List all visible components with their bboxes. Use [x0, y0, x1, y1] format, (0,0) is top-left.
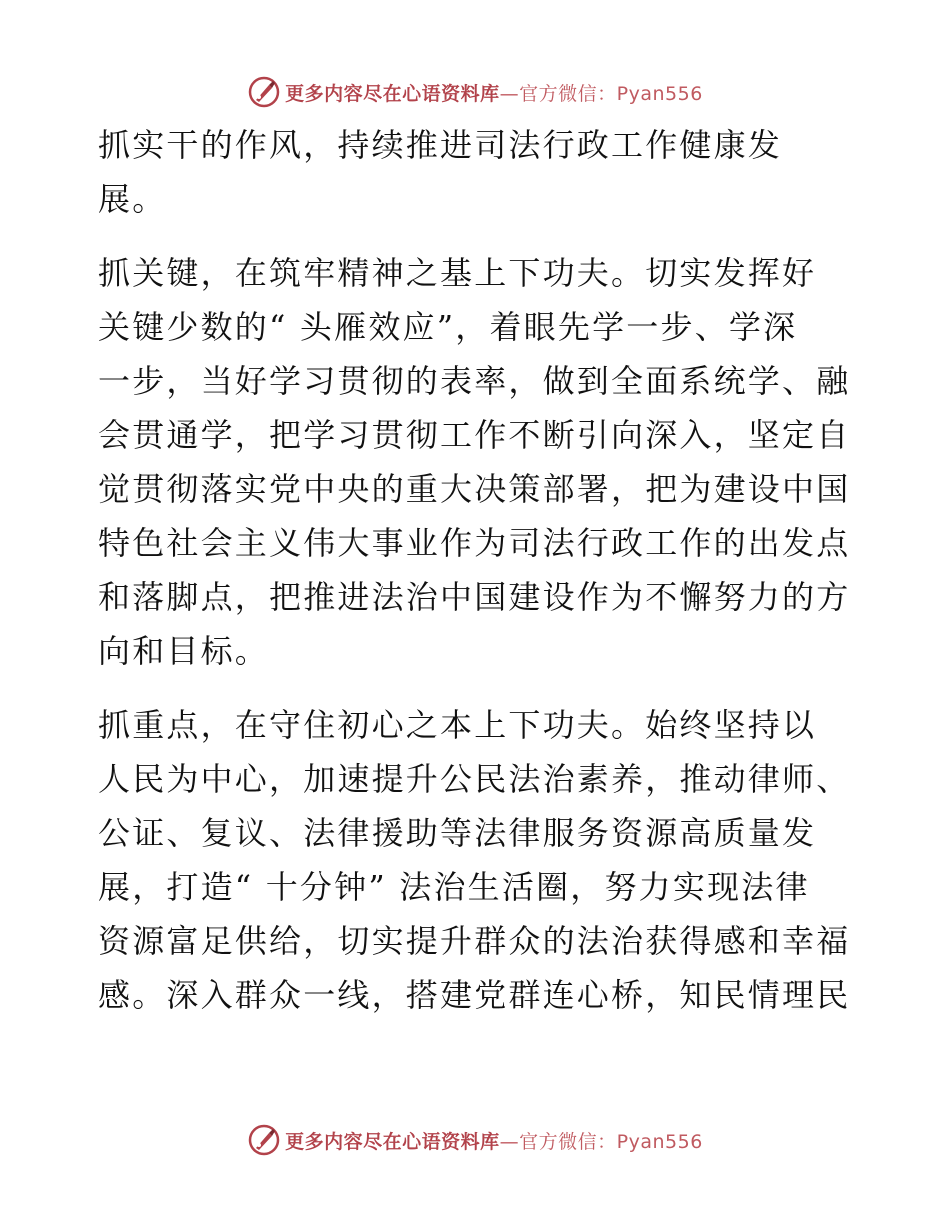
text-line: 抓实干的作风，持续推进司法行政工作健康发	[98, 126, 783, 164]
text-line: 和落脚点，把推进法治中国建设作为不懈努力的方	[98, 578, 851, 616]
text-line: 关键少数的“ 头雁效应”，着眼先学一步、学深	[98, 308, 798, 346]
paragraph-2	[98, 246, 850, 678]
text-line: 抓关键，在筑牢精神之基上下功夫。切实发挥好	[98, 254, 817, 292]
footer-watermark	[0, 1120, 950, 1160]
watermark-text: 更多内容尽在心语资料库—官方微信：Pyan556	[285, 82, 703, 105]
text-line: 公证、复议、法律援助等法律服务资源高质量发	[98, 814, 817, 852]
text-line: 觉贯彻落实党中央的重大决策部署，把为建设中国	[98, 470, 851, 508]
text-line: 人民为中心，加速提升公民法治素养，推动律师、	[98, 760, 851, 798]
watermark-text: 更多内容尽在心语资料库—官方微信：Pyan556	[285, 1130, 703, 1153]
paragraph-3	[98, 698, 850, 1022]
paragraph-1	[98, 118, 850, 226]
text-line: 向和目标。	[98, 632, 270, 670]
pen-logo-icon	[247, 75, 281, 109]
text-line: 展。	[98, 180, 167, 218]
text-line: 感。深入群众一线，搭建党群连心桥，知民情理民	[98, 976, 851, 1014]
header-watermark	[0, 72, 950, 112]
text-line: 展，打造“ 十分钟” 法治生活圈，努力实现法律	[98, 868, 810, 906]
document-body	[98, 118, 850, 1042]
text-line: 资源富足供给，切实提升群众的法治获得感和幸福	[98, 922, 851, 960]
text-line: 特色社会主义伟大事业作为司法行政工作的出发点	[98, 524, 851, 562]
text-line: 会贯通学，把学习贯彻工作不断引向深入，坚定自	[98, 416, 851, 454]
pen-logo-icon	[247, 1123, 281, 1157]
text-line: 抓重点，在守住初心之本上下功夫。始终坚持以	[98, 706, 817, 744]
text-line: 一步，当好学习贯彻的表率，做到全面系统学、融	[98, 362, 851, 400]
